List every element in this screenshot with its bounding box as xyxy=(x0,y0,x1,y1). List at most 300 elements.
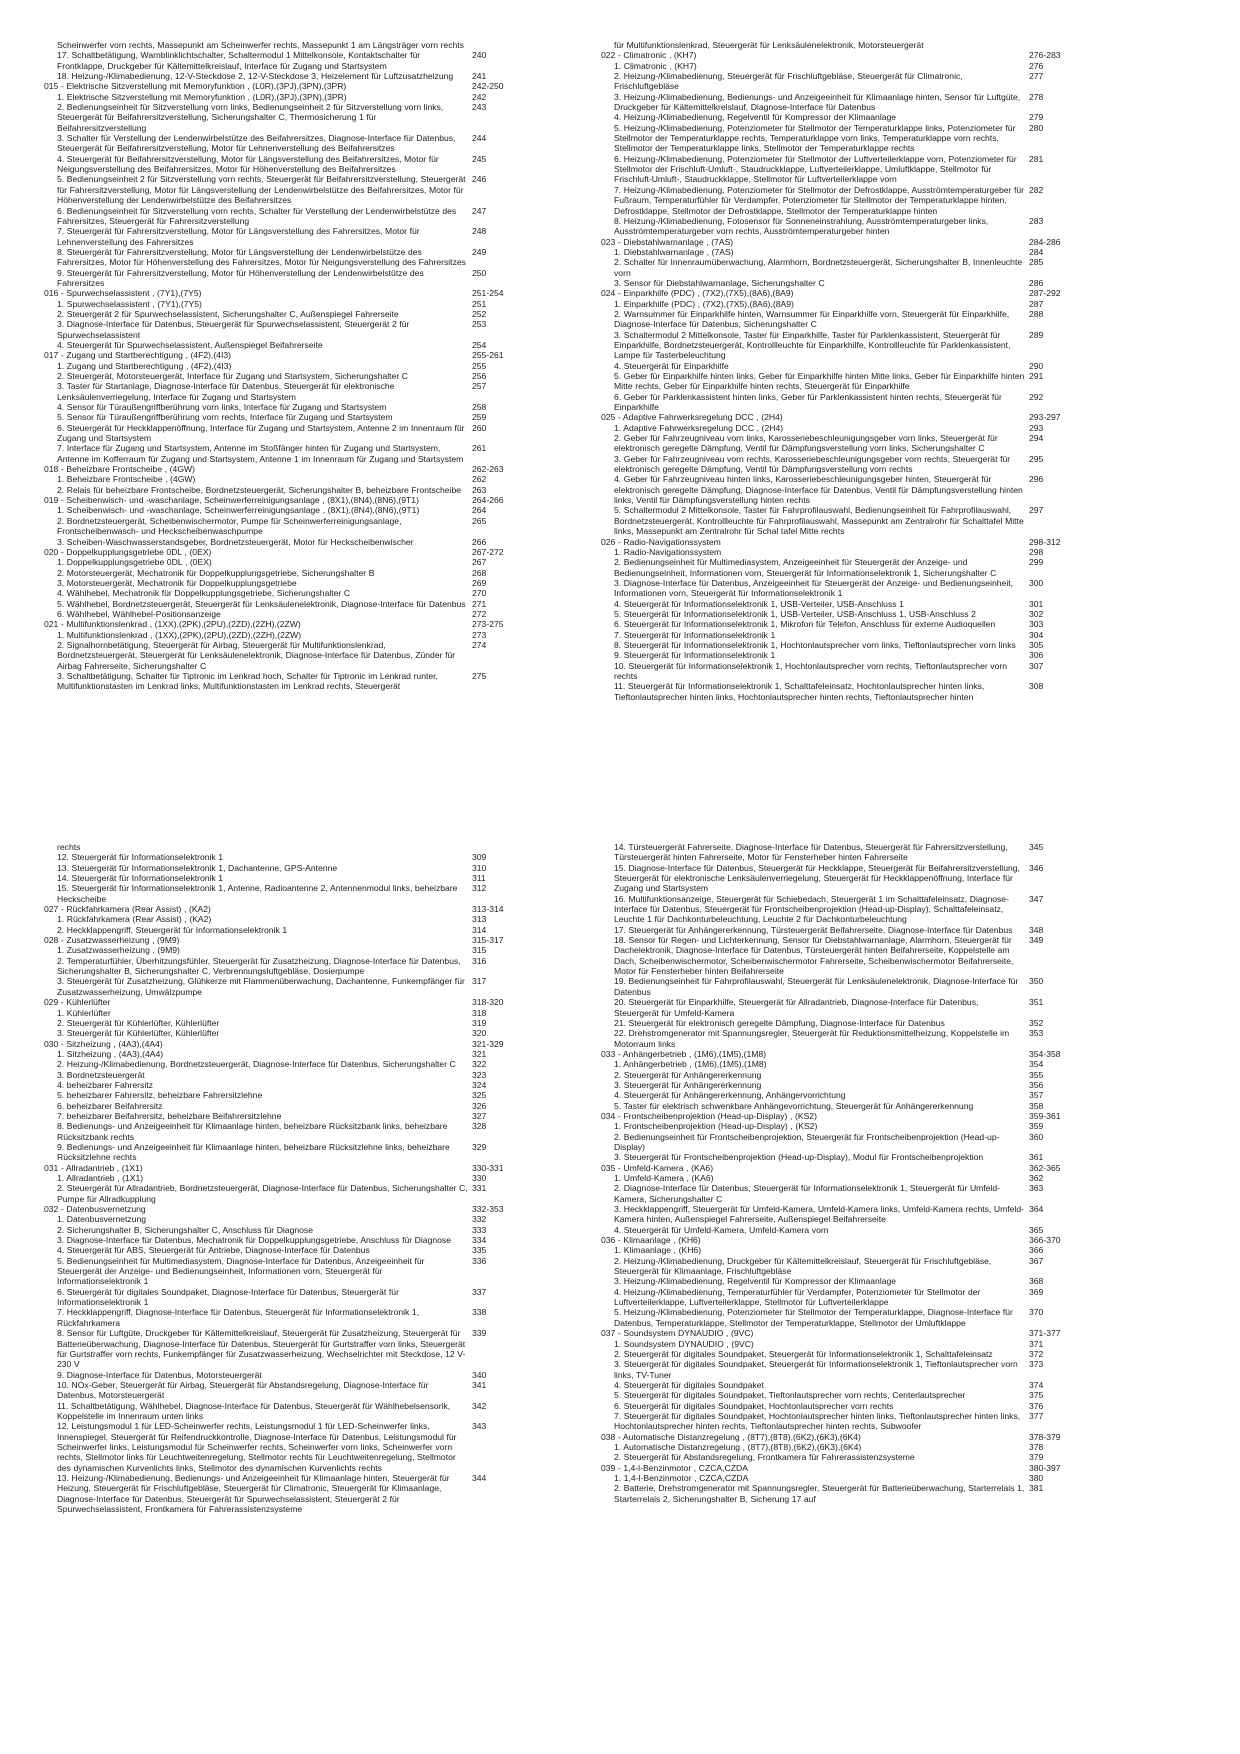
entry-page-number: 244 xyxy=(472,133,487,144)
index-item-row xyxy=(44,1473,516,1514)
entry-page-number: 347 xyxy=(1029,893,1044,904)
entry-text: 5. Sensor für Türaußengriffberührung vorn rechts, Interface für Zugang und Startsystem xyxy=(57,412,393,423)
index-item-row xyxy=(601,247,1073,257)
entry-page-number: 326 xyxy=(472,1100,487,1111)
entry-page-number: 305 xyxy=(1029,639,1044,650)
entry-page-number: 332 xyxy=(472,1214,487,1225)
index-continuation-row xyxy=(601,40,1073,50)
entry-page-number: 259 xyxy=(472,412,487,423)
entry-text: 2. Diagnose-Interface für Datenbus, Steuergerät für Informationselektronik 1, Steuergerät für Umfeld-Kamera, Sicherungshalter C xyxy=(614,1183,1001,1204)
entry-page-number: 378-379 xyxy=(1029,1431,1061,1442)
index-item-row xyxy=(44,1059,516,1069)
entry-page-number: 369 xyxy=(1029,1286,1044,1297)
index-item-row xyxy=(601,1183,1073,1204)
entry-page-number: 354-358 xyxy=(1029,1048,1061,1059)
entry-page-number: 240 xyxy=(472,50,487,61)
index-item-row xyxy=(601,619,1073,629)
index-item-row xyxy=(601,1070,1073,1080)
entry-text: 9. Steuergerät für Fahrersitzverstellung, Motor für Höhenverstellung der Lendenwirbelstütze des Fahrersitzes xyxy=(57,267,424,288)
entry-page-number: 331 xyxy=(472,1183,487,1194)
entry-page-number: 297 xyxy=(1029,505,1044,516)
entry-page-number: 258 xyxy=(472,402,487,413)
entry-page-number: 349 xyxy=(1029,935,1044,946)
index-section-row xyxy=(601,537,1073,547)
entry-text: 5. Schaltermodul 2 Mittelkonsole, Taster für Fahrprofilauswahl, Bedienungseinheit für Fahrprofilauswahl, Bordnetzsteuergerät, Kontrollleuchte für Fahrprofilauswahl, Massepunkt am Zentralrohr für Schalttafel Mitte links, Massepunkt am Zentralrohr für Schal tafel Mitte rechts xyxy=(614,505,1024,537)
entry-page-number: 339 xyxy=(472,1328,487,1339)
entry-text: 7. Steuergerät für digitales Soundpaket, Hochtonlautsprecher hinten links, Tieftonlautsprecher hinten links, Hochtonlautsprecher hinten rechts, Tieftonlautsprecher hinten rechts, Subwoofer xyxy=(614,1410,1021,1432)
index-item-row xyxy=(601,1152,1073,1162)
entry-text: 015 - Elektrische Sitzverstellung mit Memoryfunktion , (L0R),(3PJ),(3PN),(3PR) xyxy=(44,81,347,92)
entry-text: 2. Bedienungseinheit für Multimediasystem, Anzeigeeinheit für Steuergerät der Anzeige- und Bedienungseinheit, Informationen vorn, Steuergerät für Informationselektronik 1, Sicherungshalter C xyxy=(614,557,997,578)
index-item-row xyxy=(601,1411,1073,1432)
entry-text: 2. Sicherungshalter B, Sicherungshalter C, Anschluss für Diagnose xyxy=(57,1224,314,1235)
entry-text: 4. Steuergerät für Umfeld-Kamera, Umfeld-Kamera vorn xyxy=(614,1224,829,1235)
index-item-row xyxy=(601,92,1073,113)
entry-text: 3. Sensor für Diebstahlwarnanlage, Sicherungshalter C xyxy=(614,277,825,288)
entry-page-number: 273-275 xyxy=(472,619,504,630)
index-item-row xyxy=(601,935,1073,976)
entry-page-number: 270 xyxy=(472,588,487,599)
entry-text: 6. Wählhebel, Wählhebel-Positionsanzeige xyxy=(57,608,221,619)
entry-page-number: 261 xyxy=(472,443,487,454)
entry-text: 025 - Adaptive Fahrwerksregelung DCC , (2H4) xyxy=(601,412,783,423)
entry-page-number: 338 xyxy=(472,1307,487,1318)
entry-page-number: 325 xyxy=(472,1090,487,1101)
entry-page-number: 292 xyxy=(1029,391,1044,402)
index-section-row xyxy=(601,237,1073,247)
entry-page-number: 252 xyxy=(472,308,487,319)
entry-page-number: 351 xyxy=(1029,997,1044,1008)
index-item-row xyxy=(44,852,516,862)
entry-page-number: 317 xyxy=(472,976,487,987)
entry-text: 13. Heizung-/Klimabedienung, Bedienungs- und Anzeigeeinheit für Klimaanlage hinten, Steuergerät für Heizung, Steuergerät für Frischluftgebläse, Steuergerät für Climatronic, Steuergerät für Klimaanlage, Diagnose-Interface für Datenbus, Steuergerät für Spurwechselassistent, Steuergerät 2 für Spurwechselassistent, Frontkamera für Fahrerassistenzsysteme xyxy=(57,1472,450,1514)
index-section-row xyxy=(601,1328,1073,1338)
entry-text: 3. Heizung-/Klimabedienung, Bedienungs- und Anzeigeeinheit für Klimaanlage hinten, Sensor für Luftgüte, Druckgeber für Kältemittelkreislauf, Diagnose-Interface für Datenbus xyxy=(614,91,1021,113)
index-item-row xyxy=(601,630,1073,640)
entry-page-number: 287-292 xyxy=(1029,288,1061,299)
entry-text: 1. Soundsystem DYNAUDIO , (9VC) xyxy=(614,1338,754,1349)
entry-page-number: 272 xyxy=(472,608,487,619)
index-section-row xyxy=(601,1432,1073,1442)
index-section-row xyxy=(601,1463,1073,1473)
entry-text: 6. Heizung-/Klimabedienung, Potenziometer für Stellmotor der Luftverteilerklappe vorn, Potenziometer für Stellmotor der Frischluft-Umluft-, Staudruckklappe, Luftverteilerklappe, Umluftklappe, Stellmotor für Frischluft-Umluft-, Staudruckklappe, Stellmotor für Luftverteilerklappe vorn xyxy=(614,153,1017,185)
entry-text: 4. Steuergerät für Spurwechselassistent, Außenspiegel Beifahrerseite xyxy=(57,339,323,350)
entry-page-number: 314 xyxy=(472,924,487,935)
index-item-row xyxy=(44,1090,516,1100)
entry-page-number: 368 xyxy=(1029,1276,1044,1287)
entry-text: 8. Heizung-/Klimabedienung, Fotosensor für Sonneneinstrahlung, Ausströmtemperaturgeber links, Ausströmtemperaturgeber vorn rechts, Ausströmtemperaturgeber hinten xyxy=(614,215,989,237)
index-item-row xyxy=(601,1204,1073,1225)
index-item-row xyxy=(601,474,1073,505)
entry-text: 2. Relais für beheizbare Frontscheibe, Bordnetzsteuergerät, Sicherungshalter B, beheizbare Frontscheibe xyxy=(57,484,462,495)
entry-page-number: 279 xyxy=(1029,112,1044,123)
index-item-row xyxy=(44,1080,516,1090)
index-section-row xyxy=(44,81,516,91)
index-item-row xyxy=(44,609,516,619)
index-item-row xyxy=(44,1173,516,1183)
entry-page-number: 265 xyxy=(472,515,487,526)
entry-page-number: 377 xyxy=(1029,1410,1044,1421)
entry-page-number: 271 xyxy=(472,598,487,609)
index-item-row xyxy=(601,1390,1073,1400)
entry-text: 12. Steuergerät für Informationselektronik 1 xyxy=(57,852,224,863)
index-item-row xyxy=(601,1059,1073,1069)
entry-text: 2. Heizung-/Klimabedienung, Bordnetzsteuergerät, Diagnose-Interface für Datenbus, Sicherungshalter C xyxy=(57,1059,456,1070)
entry-text: 14. Türsteuergerät Fahrerseite, Diagnose-Interface für Datenbus, Steuergerät für Fahrersitzverstellung, Türsteuergerät hinten Fahrerseite, Motor für Fensterheber hinten Fahrerseite xyxy=(614,842,1008,863)
entry-page-number: 332-353 xyxy=(472,1204,504,1215)
entry-page-number: 343 xyxy=(472,1421,487,1432)
entry-page-number: 285 xyxy=(1029,257,1044,268)
entry-text: 17. Schaltbetätigung, Warnblinklichtschalter, Schaltermodul 1 Mittelkonsole, Kontaktschalter für Frontklappe, Druckgeber für Kältemittelkreislauf, Interface für Zugang und Startsystem xyxy=(57,50,421,71)
entry-page-number: 350 xyxy=(1029,976,1044,987)
index-item-row xyxy=(601,1225,1073,1235)
entry-page-number: 362-365 xyxy=(1029,1162,1061,1173)
entry-page-number: 328 xyxy=(472,1121,487,1132)
entry-page-number: 371 xyxy=(1029,1338,1044,1349)
entry-page-number: 330-331 xyxy=(472,1162,504,1173)
index-section-row xyxy=(601,288,1073,298)
index-item-row xyxy=(44,92,516,102)
entry-page-number: 341 xyxy=(472,1379,487,1390)
entry-page-number: 242 xyxy=(472,91,487,102)
index-item-row xyxy=(601,557,1073,578)
entry-page-number: 381 xyxy=(1029,1483,1044,1494)
index-item-row xyxy=(44,1287,516,1308)
entry-text: 1. Climatronic , (KH7) xyxy=(614,60,697,71)
entry-text: 2. Bedienungseinheit für Frontscheibenprojektion, Steuergerät für Frontscheibenprojektion (Head-up-Display) xyxy=(614,1131,1000,1152)
entry-text: 016 - Spurwechselassistent , (7Y1),(7Y5) xyxy=(44,288,202,299)
entry-text: 1. Radio-Navigationssystem xyxy=(614,546,722,557)
entry-page-number: 312 xyxy=(472,883,487,894)
index-item-row xyxy=(44,914,516,924)
entry-text: 2. Steuergerät für Abstandsregelung, Frontkamera für Fahrerassistenzsysteme xyxy=(614,1452,915,1463)
entry-page-number: 319 xyxy=(472,1017,487,1028)
entry-text: 022 - Climatronic , (KH7) xyxy=(601,50,697,61)
index-item-row xyxy=(601,123,1073,154)
entry-text: 2. Bordnetzsteuergerät, Scheibenwischermotor, Pumpe für Scheinwerferreinigungsanlage, Frontscheibenwasch- und Heckscheibenwaschpumpe xyxy=(57,515,402,537)
entry-text: 1. Frontscheibenprojektion (Head-up-Display) , (KS2) xyxy=(614,1121,818,1132)
entry-text: 037 - Soundsystem DYNAUDIO , (9VC) xyxy=(601,1328,754,1339)
index-item-row xyxy=(44,371,516,381)
entry-page-number: 308 xyxy=(1029,681,1044,692)
index-item-row xyxy=(44,1235,516,1245)
entry-text: 1. 1,4-l-Benzinmotor , CZCA,CZDA xyxy=(614,1472,749,1483)
index-item-row xyxy=(601,1483,1073,1504)
entry-page-number: 293-297 xyxy=(1029,412,1061,423)
entry-text: Scheinwerfer vorn rechts, Massepunkt am Scheinwerfer rechts, Massepunkt 1 am Längsträger vorn rechts xyxy=(57,40,464,50)
index-item-row xyxy=(44,402,516,412)
index-item-row xyxy=(601,505,1073,536)
index-section-row xyxy=(601,1235,1073,1245)
index-section-row xyxy=(44,935,516,945)
entry-page-number: 248 xyxy=(472,226,487,237)
entry-page-number: 372 xyxy=(1029,1348,1044,1359)
index-item-row xyxy=(44,1380,516,1401)
index-item-row xyxy=(44,568,516,578)
index-item-row xyxy=(601,1359,1073,1380)
index-section-row xyxy=(44,1163,516,1173)
entry-text: 6. Steuergerät für digitales Soundpaket, Diagnose-Interface für Datenbus, Steuergerät für Informationselektronik 1 xyxy=(57,1286,399,1308)
entry-text: 019 - Scheibenwisch- und -waschanlage, Scheinwerferreinigungsanlage , (8X1),(8N4),(8N6),(9T1) xyxy=(44,495,419,506)
index-item-row xyxy=(601,309,1073,330)
entry-text: 3. Scheiben-Waschwasserstandsgeber, Bordnetzsteuergerät, Motor für Heckscheibenwischer xyxy=(57,536,414,547)
entry-page-number: 277 xyxy=(1029,71,1044,82)
entry-text: 4. Steuergerät für Informationselektronik 1, USB-Verteiler, USB-Anschluss 1 xyxy=(614,598,904,609)
entry-text: 14. Steuergerät für Informationselektronik 1 xyxy=(57,873,224,884)
entry-page-number: 243 xyxy=(472,102,487,113)
index-item-row xyxy=(601,1245,1073,1255)
entry-page-number: 313 xyxy=(472,914,487,925)
index-item-row xyxy=(44,945,516,955)
entry-page-number: 355 xyxy=(1029,1069,1044,1080)
index-item-row xyxy=(44,505,516,515)
entry-text: 1. Allradantrieb , (1X1) xyxy=(57,1173,144,1183)
entry-page-number: 352 xyxy=(1029,1017,1044,1028)
entry-page-number: 380 xyxy=(1029,1472,1044,1483)
entry-text: 1. Beheizbare Frontscheibe , (4GW) xyxy=(57,474,196,485)
entry-page-number: 320 xyxy=(472,1028,487,1039)
entry-text: 017 - Zugang und Startberechtigung , (4F2),(4I3) xyxy=(44,350,232,361)
entry-text: 3. Steuergerät für Frontscheibenprojektion (Head-up-Display), Modul für Frontscheibenprojektion xyxy=(614,1152,984,1163)
entry-text: 1. Rückfahrkamera (Rear Assist) , (KA2) xyxy=(57,914,212,925)
entry-page-number: 299 xyxy=(1029,557,1044,568)
entry-text: 2. Signalhornbetätigung, Steuergerät für Airbag, Steuergerät für Multifunktionslenkrad, Bordnetzsteuergerät, Steuergerät für Lenksäulenelektronik, Diagnose-Interface für Datenbus, Zünder für Airbag Fahrerseite, Sicherungshalter C xyxy=(57,639,456,671)
entry-page-number: 309 xyxy=(472,852,487,863)
entry-page-number: 330 xyxy=(472,1173,487,1183)
entry-text: 3. Heizung-/Klimabedienung, Regelventil für Kompressor der Klimaanlage xyxy=(614,1276,897,1287)
entry-page-number: 346 xyxy=(1029,862,1044,873)
entry-text: 9. Diagnose-Interface für Datenbus, Motorsteuergerät xyxy=(57,1369,262,1380)
entry-text: 3. Diagnose-Interface für Datenbus, Steuergerät für Spurwechselassistent, Steuergerät 2 für Spurwechselassistent xyxy=(57,319,410,340)
entry-page-number: 255 xyxy=(472,360,487,371)
entry-text: 1. Automatische Distanzregelung , (8T7),(8T8),(6K2),(6K3),(6K4) xyxy=(614,1441,862,1452)
index-section-row xyxy=(601,1049,1073,1059)
entry-text: 11. Schaltbetätigung, Wählhebel, Diagnose-Interface für Datenbus, Steuergerät für Wählhebelsensorik, Koppelstelle im Innenraum unten links xyxy=(57,1400,451,1421)
index-item-row xyxy=(44,1421,516,1473)
entry-text: 16. Multifunktionsanzeige, Steuergerät für Schiebedach, Steuergerät 1 im Schalttafeleinsatz, Diagnose-Interface für Datenbus, Steuergerät für Frontscheibenprojektion (Head-up-Display), Schalttafeleinsatz, Leuchte 1 für Dachkonturbeleuchtung, Leuchte 2 für Dachkonturbeleuchtung xyxy=(614,893,1009,925)
entry-text: 5. beheizbarer Fahrersitz, beheizbare Fahrersitzlehne xyxy=(57,1090,263,1101)
index-item-row xyxy=(601,894,1073,925)
index-item-row xyxy=(601,1349,1073,1359)
entry-text: 18. Sensor für Regen- und Lichterkennung, Sensor für Diebstahlwarnanlage, Alarmhorn, Steuergerät für Dachelektronik, Diagnose-Interface für Datenbus, Türsteuergerät hinten Beifahrerseite, Koppelstelle am Dach, Scheibenwischermotor, Scheibenwischermotor Fahrerseite, Scheibenwischermotor Beifahrerseite, Motor für Fensterheber hinten Beifahrerseite xyxy=(614,935,1014,977)
entry-page-number: 310 xyxy=(472,862,487,873)
index-item-row xyxy=(44,1401,516,1422)
index-item-row xyxy=(44,1256,516,1287)
entry-text: 5. Bedienungseinheit für Multimediasystem, Diagnose-Interface für Datenbus, Anzeigeeinheit für Steuergerät der Anzeige- und Bedienungseinheit, Informationen vorn, Steuergerät für Informationselektronik 1 xyxy=(57,1255,425,1287)
entry-text: 4. Steuergerät für ABS, Steuergerät für Antriebe, Diagnose-Interface für Datenbus xyxy=(57,1245,370,1256)
entry-text: 035 - Umfeld-Kamera , (KA6) xyxy=(601,1162,714,1173)
index-item-row xyxy=(44,1245,516,1255)
entry-page-number: 278 xyxy=(1029,91,1044,102)
entry-text: 2. Geber für Fahrzeugniveau vorn links, Karosseriebeschleunigungsgeber vorn links, Steuergerät für elektronisch geregelte Dämpfung, Ventil für Dämpfungsverstellung vorn links, Sicherungshalter C xyxy=(614,433,998,454)
index-item-row xyxy=(601,1080,1073,1090)
entry-page-number: 280 xyxy=(1029,122,1044,133)
entry-text: 5. Heizung-/Klimabedienung, Potenziometer für Stellmotor der Temperaturklappe, Diagnose-Interface für Datenbus, Temperaturklappe, Stellmotor der Temperaturklappe, Stellmotor der Umluftklappe xyxy=(614,1307,1013,1328)
entry-page-number: 376 xyxy=(1029,1400,1044,1411)
entry-text: 3. Schaltermodul 2 Mittelkonsole, Taster für Einparkhilfe, Taster für Parklenkassistent, Steuergerät für Einparkhilfe, Bordnetzsteuergerät, Kontrollleuchte für Einparkhilfe, Kontrollleuchte für Parklenkassistent, Lampe für Tasterbeleuchtung xyxy=(614,329,1011,361)
index-item-row xyxy=(44,247,516,268)
index-section-row xyxy=(601,50,1073,60)
entry-text: 4. Steuergerät für Einparkhilfe xyxy=(614,360,729,371)
entry-text: 9. Steuergerät für Informationselektronik 1 xyxy=(614,650,776,661)
entry-text: 1. Diebstahlwarnanlage , (7AS) xyxy=(614,246,734,257)
entry-page-number: 303 xyxy=(1029,619,1044,630)
index-item-row xyxy=(601,997,1073,1018)
entry-page-number: 315-317 xyxy=(472,935,504,946)
index-item-row xyxy=(44,956,516,977)
index-item-row xyxy=(44,1370,516,1380)
entry-page-number: 380-397 xyxy=(1029,1462,1061,1473)
index-section-row xyxy=(44,997,516,1007)
entry-text: 10. NOx-Geber, Steuergerät für Airbag, Steuergerät für Abstandsregelung, Diagnose-Interface für Datenbus, Motorsteuergerät xyxy=(57,1379,429,1401)
index-item-row xyxy=(601,976,1073,997)
entry-page-number: 337 xyxy=(472,1286,487,1297)
index-item-row xyxy=(44,1121,516,1142)
entry-page-number: 286 xyxy=(1029,277,1044,288)
index-item-row xyxy=(44,226,516,247)
index-item-row xyxy=(44,423,516,444)
entry-page-number: 374 xyxy=(1029,1379,1044,1390)
entry-page-number: 358 xyxy=(1029,1100,1044,1111)
index-item-row xyxy=(44,599,516,609)
index-item-row xyxy=(601,1473,1073,1483)
entry-text: 1. Sitzheizung , (4A3),(4A4) xyxy=(57,1048,164,1059)
entry-text: 1. Anhängerbetrieb , (1M6),(1M5),(1M8) xyxy=(614,1059,767,1070)
entry-text: 1. Doppelkupplungsgetriebe 0DL , (0EX) xyxy=(57,557,212,568)
index-item-row xyxy=(44,1111,516,1121)
index-section-row xyxy=(44,1204,516,1214)
entry-page-number: 318 xyxy=(472,1007,487,1018)
entry-page-number: 264 xyxy=(472,505,487,516)
entry-text: 9. Bedienungs- und Anzeigeeinheit für Klimaanlage hinten, beheizbare Rücksitzlehne links, beheizbare Rücksitzlehne rechts xyxy=(57,1141,450,1163)
index-item-row xyxy=(601,547,1073,557)
entry-page-number: 247 xyxy=(472,205,487,216)
index-column-top-right xyxy=(601,40,1073,702)
entry-page-number: 262-263 xyxy=(472,464,504,475)
index-item-row xyxy=(44,1328,516,1369)
entry-page-number: 359 xyxy=(1029,1121,1044,1132)
index-item-row xyxy=(44,319,516,340)
index-item-row xyxy=(601,257,1073,278)
entry-text: 032 - Datenbusvernetzung xyxy=(44,1204,146,1215)
entry-page-number: 321-329 xyxy=(472,1038,504,1049)
index-item-row xyxy=(44,1008,516,1018)
index-item-row xyxy=(44,340,516,350)
index-item-row xyxy=(44,1183,516,1204)
entry-text: 2. Heizung-/Klimabedienung, Druckgeber für Kältemittelkreislauf, Steuergerät für Frischluftgebläse, Steuergerät für Klimaanlage, Frischluftgebläse xyxy=(614,1255,992,1277)
index-item-row xyxy=(44,1049,516,1059)
entry-text: 15. Diagnose-Interface für Datenbus, Steuergerät für Heckklappe, Steuergerät für Beifahrersitzverstellung, Steuergerät für elektronische Lenksäulenverriegelung, Steuergerät für Heckklappenöffnung, Interface für Zugang und Startsystem xyxy=(614,862,1020,894)
entry-text: 8. Steuergerät für Informationselektronik 1, Hochtonlautsprecher vorn links, Tieftonlautsprecher vorn links xyxy=(614,639,1016,650)
entry-text: 4. Heizung-/Klimabedienung, Temperaturfühler für Verdampfer, Potenziometer für Stellmotor der Luftverteilerklappe, Luftverteilerklappe, Stellmotor für Luftverteilerklappe xyxy=(614,1286,981,1308)
index-item-row xyxy=(44,299,516,309)
entry-page-number: 316 xyxy=(472,955,487,966)
entry-page-number: 275 xyxy=(472,670,487,681)
entry-page-number: 322 xyxy=(472,1059,487,1070)
entry-text: 3. Steuergerät für Zusatzheizung, Glühkerze mit Flammenüberwachung, Dachantenne, Funkempfänger für Zusatzwasserheizung, Umwälzpumpe xyxy=(57,976,465,997)
entry-page-number: 348 xyxy=(1029,924,1044,935)
entry-text: 2. Heckklappengriff, Steuergerät für Informationselektronik 1 xyxy=(57,924,288,935)
entry-text: 038 - Automatische Distanzregelung , (8T7),(8T8),(6K2),(6K3),(6K4) xyxy=(601,1431,861,1442)
index-item-row xyxy=(44,671,516,692)
entry-text: 1. Elektrische Sitzverstellung mit Memoryfunktion , (L0R),(3PJ),(3PN),(3PR) xyxy=(57,91,347,102)
entry-page-number: 311 xyxy=(472,873,486,884)
entry-text: 6. beheizbarer Beifahrersitz xyxy=(57,1100,163,1111)
entry-text: 7. Steuergerät für Fahrersitzverstellung, Motor für Längsverstellung des Fahrersitzes, Motor für Lehnenverstellung des Fahrersitzes xyxy=(57,226,420,247)
entry-text: 6. Steuergerät für Heckklappenöffnung, Interface für Zugang und Startsystem, Antenne 2 im Innenraum für Zugang und Startsystem xyxy=(57,422,465,444)
entry-text: 029 - Kühlerlüfter xyxy=(44,997,111,1008)
entry-text: 13. Steuergerät für Informationselektronik 1, Dachantenne, GPS-Antenne xyxy=(57,862,338,873)
entry-page-number: 366 xyxy=(1029,1245,1044,1256)
entry-text: 3. Taster für Startanlage, Diagnose-Interface für Datenbus, Steuergerät für elektronische Lenksäulenverriegelung, Interface für Zugang und Startsystem xyxy=(57,381,395,402)
entry-text: 030 - Sitzheizung , (4A3),(4A4) xyxy=(44,1038,163,1049)
entry-text: 3. Diagnose-Interface für Datenbus, Mechatronik für Doppelkupplungsgetriebe, Anschluss für Diagnose xyxy=(57,1235,451,1246)
index-item-row xyxy=(601,154,1073,185)
entry-page-number: 267-272 xyxy=(472,546,504,557)
index-item-row xyxy=(44,588,516,598)
entry-page-number: 290 xyxy=(1029,360,1044,371)
entry-text: 3. Bordnetzsteuergerät xyxy=(57,1069,145,1080)
index-item-row xyxy=(44,1214,516,1224)
index-item-row xyxy=(44,154,516,175)
index-item-row xyxy=(601,61,1073,71)
entry-page-number: 296 xyxy=(1029,474,1044,485)
index-item-row xyxy=(601,1028,1073,1049)
entry-page-number: 245 xyxy=(472,153,487,164)
index-item-row xyxy=(44,640,516,671)
entry-text: 10. Steuergerät für Informationselektronik 1, Hochtonlautsprecher vorn rechts, Tieftonlautsprecher vorn rechts xyxy=(614,660,1008,681)
entry-text: 031 - Allradantrieb , (1X1) xyxy=(44,1162,143,1173)
entry-page-number: 356 xyxy=(1029,1079,1044,1090)
entry-page-number: 362 xyxy=(1029,1173,1044,1183)
entry-text: 4. Steuergerät für Anhängererkennung, Anhängervorrichtung xyxy=(614,1090,846,1101)
entry-text: 5. Wählhebel, Bordnetzsteuergerät, Steuergerät für Lenksäulenelektronik, Diagnose-Interface für Datenbus xyxy=(57,598,466,609)
entry-text: 5. Steuergerät für Informationselektronik 1, USB-Verteiler, USB-Anschluss 1, USB-Anschluss 2 xyxy=(614,608,976,619)
index-item-row xyxy=(44,381,516,402)
index-section-row xyxy=(44,619,516,629)
entry-text: 2. Steuergerät für Anhängererkennung xyxy=(614,1069,762,1080)
entry-page-number: 293 xyxy=(1029,422,1044,433)
entry-page-number: 344 xyxy=(472,1472,487,1483)
entry-page-number: 354 xyxy=(1029,1059,1044,1070)
index-item-row xyxy=(601,1287,1073,1308)
entry-page-number: 321 xyxy=(472,1048,487,1059)
entry-page-number: 335 xyxy=(472,1245,487,1256)
entry-text: 039 - 1,4-l-Benzinmotor , CZCA,CZDA xyxy=(601,1462,748,1473)
index-item-row xyxy=(44,474,516,484)
entry-page-number: 301 xyxy=(1029,598,1044,609)
entry-page-number: 367 xyxy=(1029,1255,1044,1266)
entry-page-number: 273 xyxy=(472,629,487,640)
entry-page-number: 282 xyxy=(1029,184,1044,195)
entry-text: 5. Taster für elektrisch schwenkbare Anhängevorrichtung, Steuergerät für Anhängererkennung xyxy=(614,1100,974,1111)
entry-page-number: 249 xyxy=(472,246,487,257)
entry-page-number: 254 xyxy=(472,339,487,350)
index-item-row xyxy=(601,578,1073,599)
index-item-row xyxy=(44,268,516,289)
entry-text: 2. Steuergerät für Allradantrieb, Bordnetzsteuergerät, Diagnose-Interface für Datenbus, Sicherungshalter C, Pumpe für Allradkupplung xyxy=(57,1183,468,1204)
entry-page-number: 375 xyxy=(1029,1390,1044,1401)
entry-text: 1. Zugang und Startberechtigung , (4F2),(4I3) xyxy=(57,360,232,371)
entry-page-number: 353 xyxy=(1029,1028,1044,1039)
index-item-row xyxy=(601,1256,1073,1277)
index-item-row xyxy=(601,863,1073,894)
entry-page-number: 333 xyxy=(472,1224,487,1235)
entry-page-number: 250 xyxy=(472,267,487,278)
index-section-row xyxy=(44,350,516,360)
index-section-row xyxy=(601,1111,1073,1121)
index-item-row xyxy=(601,599,1073,609)
